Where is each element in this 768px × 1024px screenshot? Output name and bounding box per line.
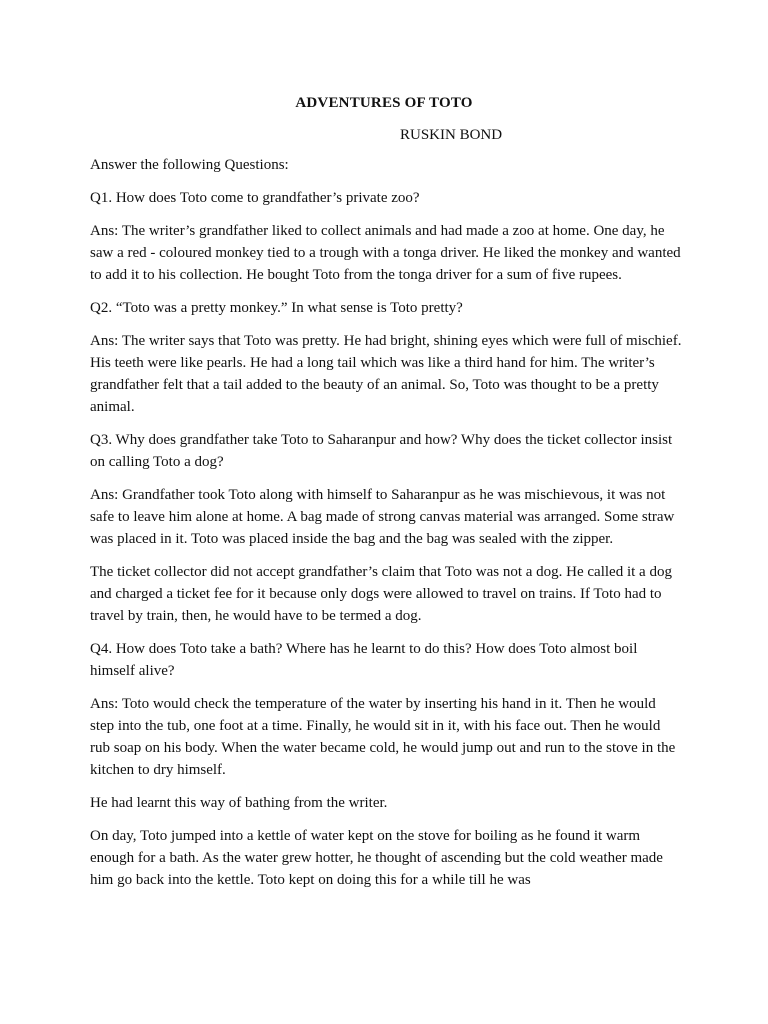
document-author: RUSKIN BOND bbox=[400, 127, 503, 143]
document-title: ADVENTURES OF TOTO bbox=[295, 95, 473, 111]
answer-4-part-2: He had learnt this way of bathing from the writer. bbox=[90, 795, 388, 811]
question-1: Q1. How does Toto come to grandfather’s private zoo? bbox=[90, 190, 420, 206]
answer-4-part-3: On day, Toto jumped into a kettle of water kept on the stove for boiling as he found it warm enough for a bath. As the water grew hotter, he thought of ascending but the cold weather made him go back into the kettle. Toto kept on doing this for a while till he was bbox=[90, 828, 663, 888]
answer-4-part-1: Ans: Toto would check the temperature of the water by inserting his hand in it. Then he would step into the tub, one foot at a time. Finally, he would sit in it, with his face out. Then he would rub soap on his body. When the water became cold, he would jump out and run to the stove in the kitchen to dry himself. bbox=[90, 696, 676, 778]
question-3: Q3. Why does grandfather take Toto to Saharanpur and how? Why does the ticket collector insist on calling Toto a dog? bbox=[90, 432, 673, 470]
answer-2: Ans: The writer says that Toto was pretty. He had bright, shining eyes which were full of mischief. His teeth were like pearls. He had a long tail which was like a third hand for him. The writer’s grandfather felt that a tail added to the beauty of an animal. So, Toto was thought to be a pretty animal. bbox=[90, 333, 682, 415]
question-4: Q4. How does Toto take a bath? Where has he learnt to do this? How does Toto almost boil himself alive? bbox=[90, 641, 638, 679]
answer-1: Ans: The writer’s grandfather liked to collect animals and had made a zoo at home. One day, he saw a red - coloured monkey tied to a trough with a tonga driver. He liked the monkey and wanted to add it to his collection. He bought Toto from the tonga driver for a sum of five rupees. bbox=[90, 223, 681, 283]
answer-3-part-2: The ticket collector did not accept grandfather’s claim that Toto was not a dog. He called it a dog and charged a ticket fee for it because only dogs were allowed to travel on trains. If Toto had to travel by train, then, he would have to be termed a dog. bbox=[90, 564, 672, 624]
question-2: Q2. “Toto was a pretty monkey.” In what sense is Toto pretty? bbox=[90, 300, 463, 316]
document-body bbox=[90, 154, 682, 902]
answer-3-part-1: Ans: Grandfather took Toto along with himself to Saharanpur as he was mischievous, it was not safe to leave him alone at home. A bag made of strong canvas material was arranged. Some straw was placed in it. Toto was placed inside the bag and the bag was sealed with the zipper. bbox=[90, 487, 675, 547]
instructions-text: Answer the following Questions: bbox=[90, 157, 289, 173]
